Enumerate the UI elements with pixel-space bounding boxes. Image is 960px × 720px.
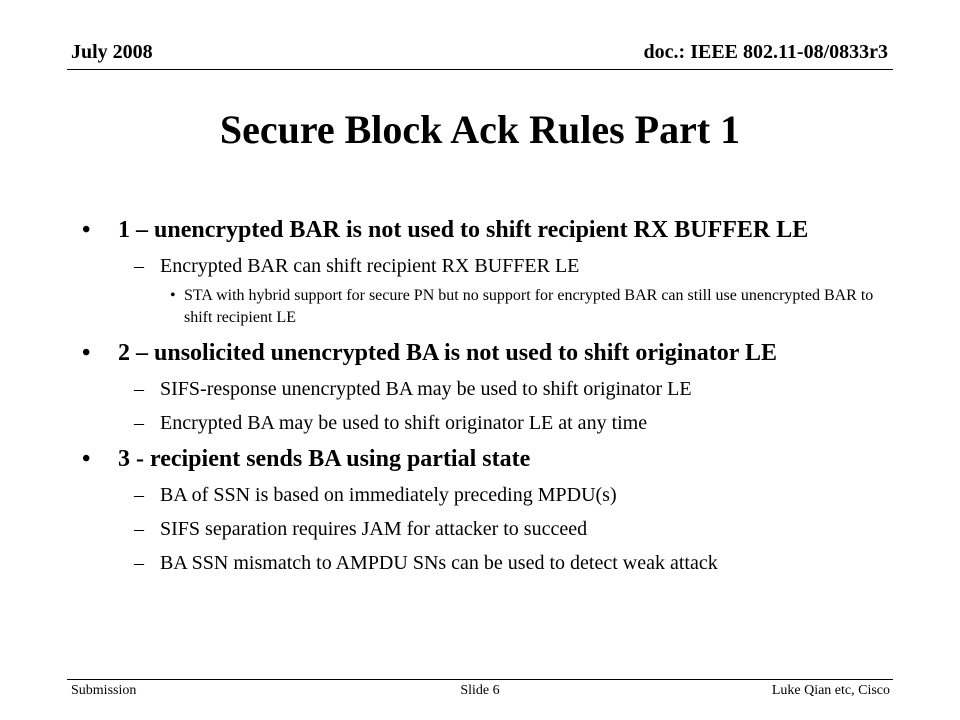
dash-icon: – (134, 518, 144, 540)
slide-body (80, 216, 880, 575)
dash-icon: – (134, 412, 144, 434)
footer-divider (67, 679, 893, 680)
footer-author: Luke Qian etc, Cisco (771, 683, 890, 698)
header-divider (67, 69, 893, 70)
sub-sub-bullet-item (80, 285, 880, 329)
bullet-dot-icon: • (82, 340, 91, 366)
sub-bullet-item (80, 551, 880, 575)
slide-title: Secure Block Ack Rules Part 1 (219, 107, 741, 152)
sub-bullet-text: BA SSN mismatch to AMPDU SNs can be used to detect weak attack (160, 552, 718, 574)
sub-bullet-text: BA of SSN is based on immediately preceding MPDU(s) (160, 484, 617, 506)
footer-slide-number: Slide 6 (460, 683, 500, 698)
dash-icon: – (134, 255, 144, 277)
bullet-item (80, 216, 880, 245)
sub-bullet-item (80, 254, 880, 278)
sub-bullet-text: Encrypted BA may be used to shift originator LE at any time (160, 412, 648, 434)
bullet-dot-icon: • (82, 446, 91, 472)
header-date: July 2008 (71, 41, 153, 63)
footer-submission: Submission (71, 683, 137, 698)
sub-bullet-text: SIFS-response unencrypted BA may be used to shift originator LE (160, 378, 692, 400)
sub-bullet-item (80, 377, 880, 401)
sub-bullet-item (80, 411, 880, 435)
bullet-text: 2 – unsolicited unencrypted BA is not used to shift originator LE (118, 340, 777, 366)
sub-bullet-item (80, 483, 880, 507)
dash-icon: – (134, 484, 144, 506)
bullet-item (80, 445, 880, 474)
bullet-text: 3 - recipient sends BA using partial state (118, 446, 531, 472)
bullet-text: 1 – unencrypted BAR is not used to shift recipient RX BUFFER LE (118, 217, 809, 243)
sub-bullet-text: Encrypted BAR can shift recipient RX BUFFER LE (160, 255, 580, 277)
bullet-dot-icon: • (82, 217, 91, 243)
sub-bullet-text: SIFS separation requires JAM for attacker to succeed (160, 518, 588, 540)
bullet-item (80, 339, 880, 368)
dash-icon: – (134, 552, 144, 574)
dash-icon: – (134, 378, 144, 400)
sub-sub-bullet-text: STA with hybrid support for secure PN but no support for encrypted BAR can still use unencrypted BAR to shift recipient LE (184, 287, 874, 326)
small-bullet-dot-icon: • (170, 287, 176, 304)
sub-bullet-item (80, 517, 880, 541)
header-doc-id: doc.: IEEE 802.11-08/0833r3 (643, 41, 888, 63)
